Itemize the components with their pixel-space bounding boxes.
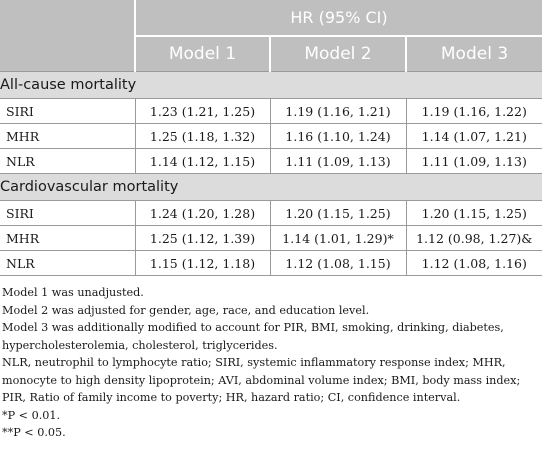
footnote: NLR, neutrophil to lymphocyte ratio; SIRI, systemic inflammatory response index; MHR, monocyte to high density lipoprotein; AVI, abdominal volume index; BMI, body mass index; PIR, Ratio of family income to poverty; HR, hazard ratio; CI, confidence interval. bbox=[2, 356, 521, 404]
row-label: MHR bbox=[0, 124, 135, 149]
table-footnotes bbox=[0, 276, 542, 442]
cell-model-2: 1.16 (1.10, 1.24) bbox=[270, 124, 406, 149]
cell-model-1: 1.25 (1.18, 1.32) bbox=[135, 124, 270, 149]
header-empty-cell bbox=[0, 0, 135, 72]
cell-model-2: 1.11 (1.09, 1.13) bbox=[270, 149, 406, 174]
header-model-2: Model 2 bbox=[270, 36, 406, 72]
cell-model-3: 1.20 (1.15, 1.25) bbox=[406, 201, 542, 226]
section-title: All-cause mortality bbox=[0, 72, 542, 99]
row-label: NLR bbox=[0, 251, 135, 276]
table-row bbox=[0, 124, 542, 149]
table-row bbox=[0, 99, 542, 124]
cell-model-3: 1.11 (1.09, 1.13) bbox=[406, 149, 542, 174]
header-model-3: Model 3 bbox=[406, 36, 542, 72]
header-row-top bbox=[0, 0, 542, 36]
cell-model-1: 1.14 (1.12, 1.15) bbox=[135, 149, 270, 174]
cell-model-1: 1.15 (1.12, 1.18) bbox=[135, 251, 270, 276]
row-label: SIRI bbox=[0, 99, 135, 124]
cell-model-1: 1.24 (1.20, 1.28) bbox=[135, 201, 270, 226]
table-row bbox=[0, 201, 542, 226]
header-model-1: Model 1 bbox=[135, 36, 270, 72]
footnote: **P < 0.05. bbox=[2, 426, 66, 439]
header-hr-ci: HR (95% CI) bbox=[135, 0, 542, 36]
cell-model-1: 1.23 (1.21, 1.25) bbox=[135, 99, 270, 124]
table-row bbox=[0, 226, 542, 251]
footnote: *P < 0.01. bbox=[2, 408, 61, 422]
footnote: Model 2 was adjusted for gender, age, race, and education level. bbox=[2, 303, 370, 317]
footnote: Model 3 was additionally modified to account for PIR, BMI, smoking, drinking, diabetes, hypercholesterolemia, cholesterol, triglycerides. bbox=[2, 321, 504, 352]
cell-model-1: 1.25 (1.12, 1.39) bbox=[135, 226, 270, 251]
cell-model-2: 1.20 (1.15, 1.25) bbox=[270, 201, 406, 226]
section-row-all-cause bbox=[0, 72, 542, 99]
table-row bbox=[0, 251, 542, 276]
row-label: SIRI bbox=[0, 201, 135, 226]
cell-model-2: 1.14 (1.01, 1.29)* bbox=[270, 226, 406, 251]
cell-model-3: 1.12 (1.08, 1.16) bbox=[406, 251, 542, 276]
cell-model-2: 1.19 (1.16, 1.21) bbox=[270, 99, 406, 124]
cell-model-3: 1.12 (0.98, 1.27)& bbox=[406, 226, 542, 251]
section-row-cardiovascular bbox=[0, 174, 542, 201]
cell-model-2: 1.12 (1.08, 1.15) bbox=[270, 251, 406, 276]
row-label: MHR bbox=[0, 226, 135, 251]
cell-model-3: 1.19 (1.16, 1.22) bbox=[406, 99, 542, 124]
section-title: Cardiovascular mortality bbox=[0, 174, 542, 201]
table-row bbox=[0, 149, 542, 174]
cell-model-3: 1.14 (1.07, 1.21) bbox=[406, 124, 542, 149]
row-label: NLR bbox=[0, 149, 135, 174]
footnote: Model 1 was unadjusted. bbox=[2, 286, 144, 299]
